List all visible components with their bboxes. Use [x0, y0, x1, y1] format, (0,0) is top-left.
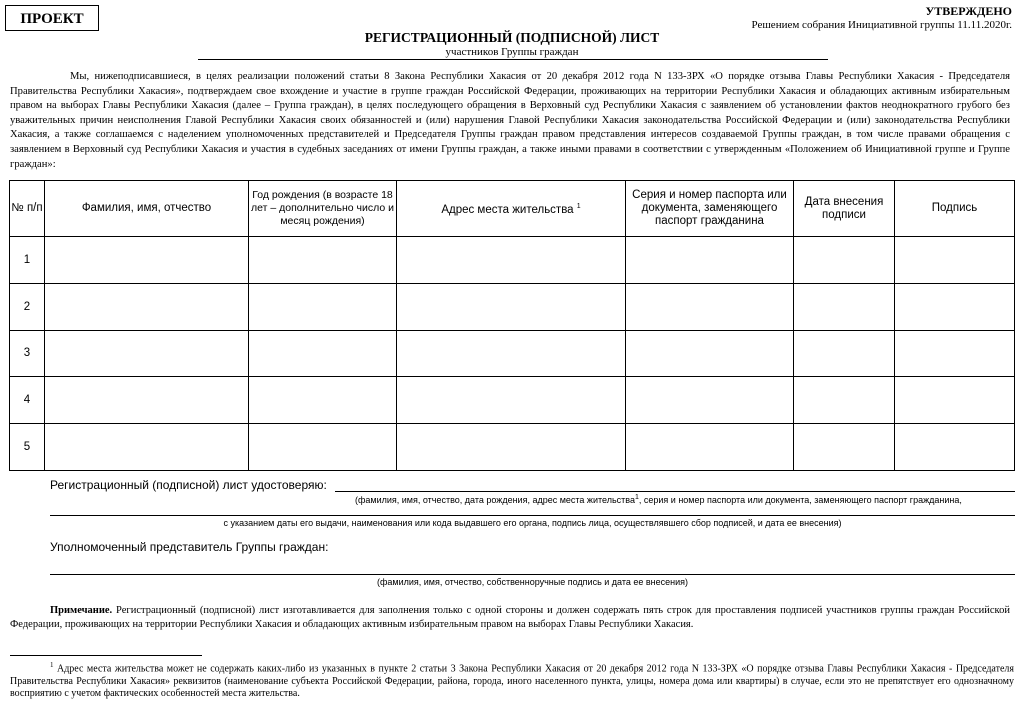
header-num: № п/п	[10, 181, 45, 237]
certify-hint-1-text: (фамилия, имя, отчество, дата рождения, адрес места жительства	[355, 495, 635, 505]
cell-name[interactable]	[45, 283, 249, 330]
table-row	[10, 330, 1015, 377]
header-address-sup: 1	[576, 203, 581, 211]
header-birth: Год рождения (в возрасте 18 лет – дополнительно число и месяц рождения)	[249, 181, 397, 237]
cell-signature[interactable]	[895, 283, 1015, 330]
cell-passport[interactable]	[626, 330, 794, 377]
intro-paragraph: Мы, нижеподписавшиеся, в целях реализации положений статьи 8 Закона Республики Хакасия от 20 декабря 2012 года N 133-ЗРХ «О порядке отзыва Главы Республики Хакасия - Председателя Правительства Республики Хакасия», подтверждаем свое вхождение и участие в группе граждан Российской Федерации, проживающих на территории Республики Хакасия и обладающих активным избирательным правом на выборах Главы Республики Хакасия (далее – Группа граждан), в целях последующего обращения в Верховный суд Республики Хакасия с заявлением об установлении фактов неоднократного грубого без уважительных причин неисполнения Главой Республики Хакасия своих обязанностей и (или) нарушения Главой Республики Хакасия законодательства Российской Федерации и (или) законодательства Республики Хакасия, а также соглашаемся с наделением уполномоченных представителей и Председателя Группы граждан правом представления интересов создаваемой Группы граждан, в том числе правами обращения с заявлением в Верховный суд Республики Хакасия и участия в судебных заседаниях от имени Группы граждан, а также иными правами в соответствии с утвержденным «Положением об Инициативной группе и Группе граждан»:	[10, 71, 1010, 170]
note-label: Примечание.	[50, 605, 113, 616]
footnote	[10, 659, 1014, 701]
cell-birth[interactable]	[249, 237, 397, 284]
note-paragraph	[10, 604, 1010, 632]
header-name: Фамилия, имя, отчество	[45, 181, 249, 237]
approval-block	[751, 4, 1012, 32]
row-number: 3	[10, 330, 45, 377]
cell-name[interactable]	[45, 424, 249, 471]
cell-name[interactable]	[45, 237, 249, 284]
cell-passport[interactable]	[626, 424, 794, 471]
cell-address[interactable]	[397, 237, 626, 284]
representative-field-line[interactable]	[50, 574, 1015, 575]
cell-passport[interactable]	[626, 283, 794, 330]
header-date: Дата внесения подписи	[794, 181, 895, 237]
footnote-separator	[10, 655, 202, 656]
header-signature: Подпись	[895, 181, 1015, 237]
signature-table	[9, 180, 1015, 471]
certify-field-line-1[interactable]	[335, 491, 1015, 492]
table-row	[10, 377, 1015, 424]
row-number: 4	[10, 377, 45, 424]
certify-hint-1	[355, 494, 1015, 505]
cell-date[interactable]	[794, 283, 895, 330]
row-number: 5	[10, 424, 45, 471]
cell-passport[interactable]	[626, 237, 794, 284]
certify-hint-2: с указанием даты его выдачи, наименования или кода выдавшего его органа, подпись лица, осуществлявшего сбор подписей, и дата ее внесения)	[223, 518, 842, 528]
cell-signature[interactable]	[895, 424, 1015, 471]
cell-address[interactable]	[397, 424, 626, 471]
approval-title: УТВЕРЖДЕНО	[925, 4, 1012, 18]
cell-birth[interactable]	[249, 424, 397, 471]
cell-name[interactable]	[45, 330, 249, 377]
cell-signature[interactable]	[895, 377, 1015, 424]
cell-date[interactable]	[794, 377, 895, 424]
cell-passport[interactable]	[626, 377, 794, 424]
cell-date[interactable]	[794, 237, 895, 284]
cell-date[interactable]	[794, 424, 895, 471]
cell-address[interactable]	[397, 283, 626, 330]
header-address	[397, 181, 626, 237]
cell-name[interactable]	[45, 377, 249, 424]
header-passport: Серия и номер паспорта или документа, заменяющего паспорт гражданина	[626, 181, 794, 237]
certify-label: Регистрационный (подписной) лист удостоверяю:	[50, 478, 327, 492]
document-subtitle: участников Группы граждан	[445, 46, 579, 58]
certify-hint-1-tail: , серия и номер паспорта или документа, заменяющего паспорт гражданина,	[638, 495, 962, 505]
cell-address[interactable]	[397, 330, 626, 377]
draft-badge: ПРОЕКТ	[5, 5, 99, 31]
certify-field-line-2[interactable]	[50, 515, 1015, 516]
cell-date[interactable]	[794, 330, 895, 377]
cell-signature[interactable]	[895, 330, 1015, 377]
table-row	[10, 237, 1015, 284]
footnote-text: Адрес места жительства может не содержать каких-либо из указанных в пункте 2 статьи 3 Закона Республики Хакасия от 20 декабря 2012 года N 133-ЗРХ «О порядке отзыва Главы Республики Хакасия - Председателя Правительства Республики Хакасия» реквизитов (наименование субъекта Российской Федерации, района, города, иного населенного пункта, улицы, номера дома или квартиры) в случае, если это не препятствует его однозначному восприятию с учетом фактических особенностей места жительства.	[10, 663, 1014, 700]
cell-birth[interactable]	[249, 377, 397, 424]
table-row	[10, 283, 1015, 330]
table-row	[10, 424, 1015, 471]
header-address-text: Адрес места жительства	[441, 203, 574, 216]
representative-label: Уполномоченный представитель Группы граждан:	[50, 540, 329, 554]
note-text: Регистрационный (подписной) лист изготавливается для заполнения только с одной стороны и должен содержать пять строк для проставления подписей участников группы граждан Российской Федерации, проживающих на территории Республики Хакасия и обладающих активным избирательным правом на выборах Главы Республики Хакасия.	[10, 605, 1010, 630]
footnote-mark: 1	[50, 661, 54, 669]
cell-address[interactable]	[397, 377, 626, 424]
subtitle-underline	[198, 59, 828, 60]
cell-signature[interactable]	[895, 237, 1015, 284]
representative-hint: (фамилия, имя, отчество, собственноручные подпись и дата ее внесения)	[376, 577, 689, 587]
cell-birth[interactable]	[249, 283, 397, 330]
row-number: 1	[10, 237, 45, 284]
table-header-row	[10, 181, 1015, 237]
row-number: 2	[10, 283, 45, 330]
certify-hint-1-sup: 1	[634, 494, 639, 501]
cell-birth[interactable]	[249, 330, 397, 377]
document-title: РЕГИСТРАЦИОННЫЙ (ПОДПИСНОЙ) ЛИСТ	[364, 30, 660, 45]
approval-by: Решением собрания Инициативной группы 11.11.2020г.	[751, 19, 1012, 31]
